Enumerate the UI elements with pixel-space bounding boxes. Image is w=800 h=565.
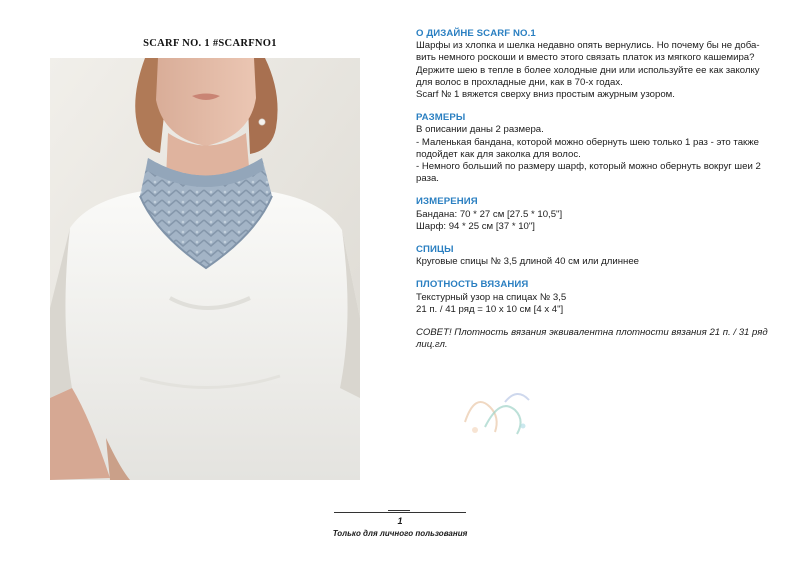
section-sizes <box>416 112 778 185</box>
footer-text: Только для личного пользования <box>332 529 468 538</box>
paragraph: Scarf № 1 вяжется сверху вниз простым ажурным узором. <box>416 89 675 101</box>
section-heading: СПИЦЫ <box>416 244 454 256</box>
paragraph: Текстурный узор на спицах № 3,5 <box>416 291 567 303</box>
paragraph: Шарф: 94 * 25 см [37 * 10"] <box>416 220 535 232</box>
watercolor-flourish-icon <box>455 382 545 442</box>
section-heading: О ДИЗАЙНЕ SCARF NO.1 <box>416 28 536 39</box>
section-measurements <box>416 196 778 233</box>
scarf-photo <box>50 58 360 480</box>
section-heading: ПЛОТНОСТЬ ВЯЗАНИЯ <box>416 279 529 291</box>
photo-illustration <box>50 58 360 480</box>
footer-divider <box>334 512 466 513</box>
section-heading: ИЗМЕРЕНИЯ <box>416 196 478 208</box>
page-number: 1 <box>397 516 403 526</box>
section-needles <box>416 244 778 268</box>
section-about-design <box>416 28 778 101</box>
paragraph: В описании даны 2 размера. <box>416 124 544 136</box>
paragraph: - Немного больший по размеру шарф, который можно обернуть вокруг шеи 2 раза. <box>416 161 761 185</box>
paragraph: Бандана: 70 * 27 см [27.5 * 10,5"] <box>416 208 563 220</box>
paragraph: Шарфы из хлопка и шелка недавно опять вернулись. Но почему бы не доба-вить немного роскоши и вместо этого связать платок из мягкого кашемира? Держите шею в тепле в более холодные дни или используйте ее как заколку для волос в прохладные дни, как в 70-х годах. <box>416 40 760 88</box>
document-title: SCARF NO. 1 #SCARFNO1 <box>143 38 277 49</box>
paragraph: Круговые спицы № 3,5 длиной 40 см или длиннее <box>416 256 640 268</box>
footer-divider-short <box>388 510 410 511</box>
section-heading: РАЗМЕРЫ <box>416 112 466 124</box>
paragraph: 21 п. / 41 ряд = 10 х 10 см [4 х 4"] <box>416 303 564 315</box>
section-gauge <box>416 279 778 316</box>
paragraph: - Маленькая бандана, которой можно обернуть шею только 1 раз - это также подойдет как для заколка для волос. <box>416 136 760 160</box>
tip-note: СОВЕТ! Плотность вязания эквивалентна плотности вязания 21 п. / 31 ряд лиц.гл. <box>416 327 768 351</box>
pattern-description <box>416 28 778 351</box>
